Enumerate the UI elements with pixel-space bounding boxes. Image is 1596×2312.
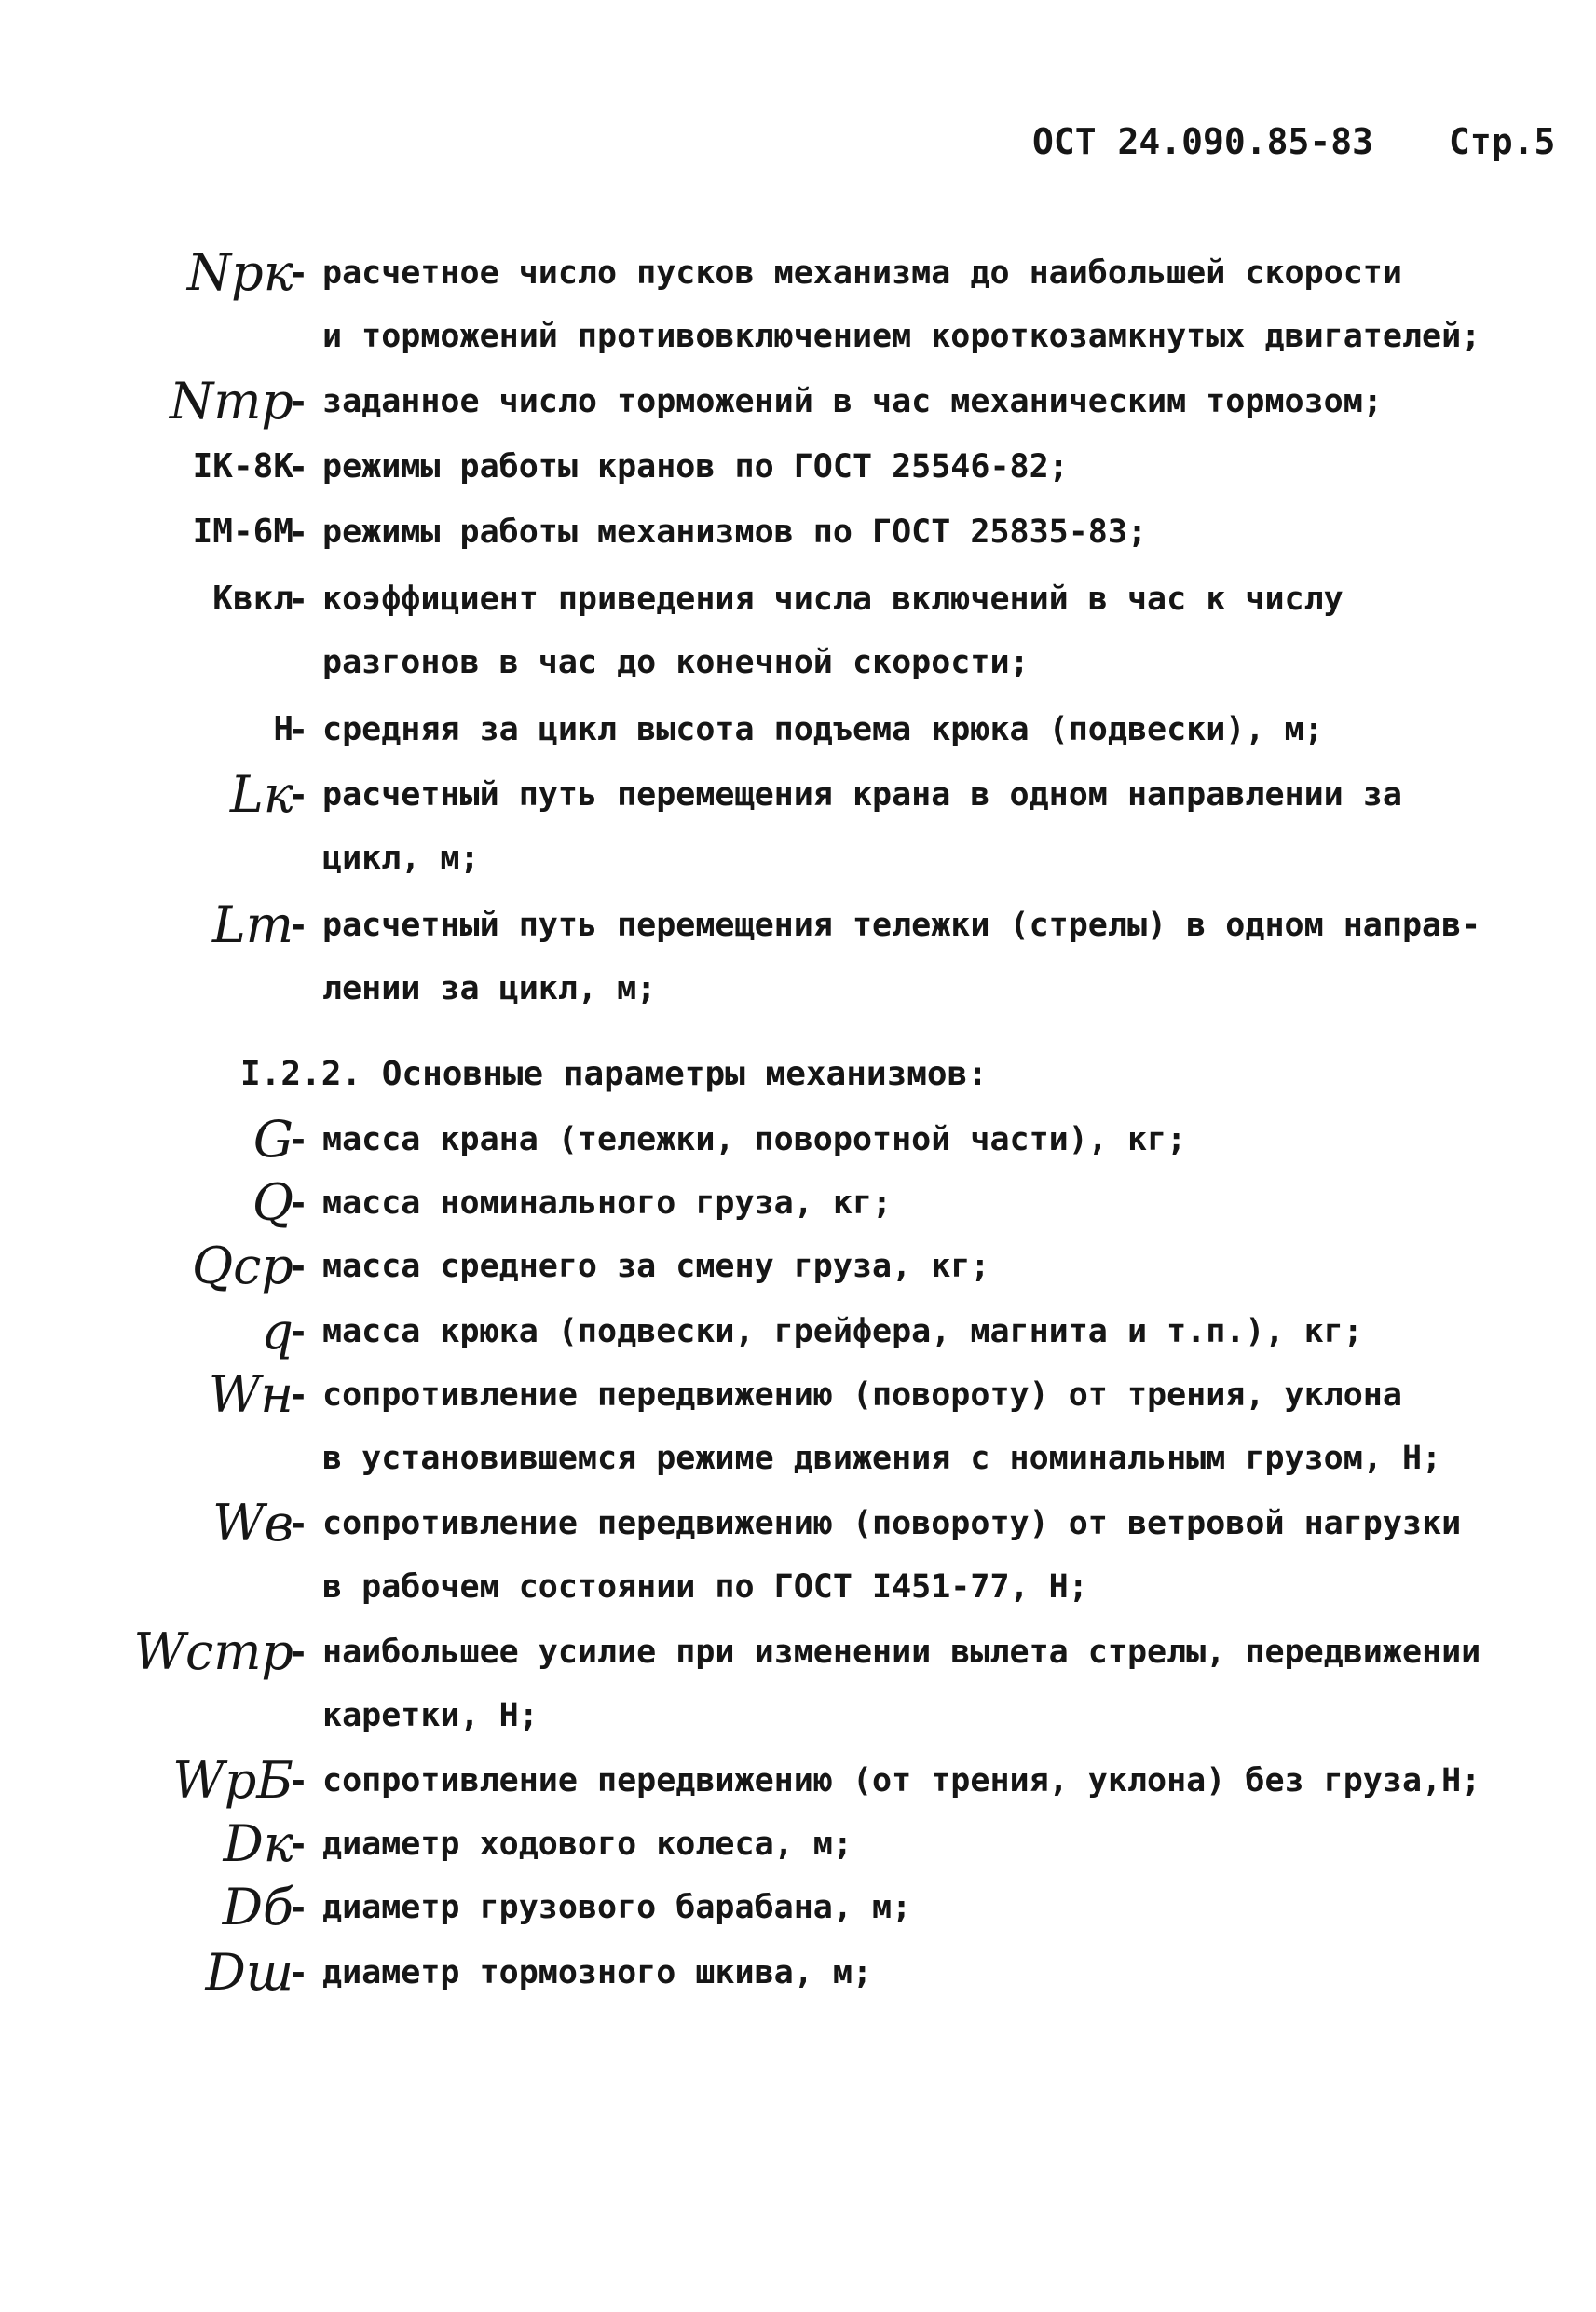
symbol: Q xyxy=(252,1173,293,1232)
dash: - xyxy=(287,1887,309,1928)
definition-row xyxy=(0,503,1596,561)
symbol: Н xyxy=(273,710,293,748)
definition-continuation xyxy=(0,1687,1596,1744)
symbol: Lк xyxy=(229,765,293,824)
page-header xyxy=(0,121,1596,177)
definition-row xyxy=(0,244,1596,302)
definition-row xyxy=(0,701,1596,759)
definition-row xyxy=(0,1623,1596,1681)
symbol: G xyxy=(252,1110,293,1169)
dash: - xyxy=(287,512,309,553)
dash: - xyxy=(287,709,309,750)
definition-text: расчетное число пусков механизма до наибольшей скорости xyxy=(322,254,1402,292)
symbol: IМ-6М xyxy=(192,513,293,551)
symbol: Qср xyxy=(191,1237,293,1295)
definition-text: заданное число торможений в час механическим тормозом; xyxy=(322,383,1383,420)
definition-text: диаметр грузового барабана, м; xyxy=(322,1889,912,1926)
definition-row xyxy=(0,438,1596,496)
definition-row xyxy=(0,1174,1596,1232)
definition-text: масса среднего за смену груза, кг; xyxy=(322,1248,990,1285)
dash: - xyxy=(287,1375,309,1416)
dash: - xyxy=(287,1952,309,1993)
symbol: Dк xyxy=(223,1814,293,1873)
dash: - xyxy=(287,446,309,487)
dash: - xyxy=(287,1632,309,1673)
symbol: q xyxy=(261,1302,293,1361)
definition-continuation xyxy=(0,634,1596,691)
definition-row xyxy=(0,1366,1596,1424)
symbol: Wстр xyxy=(133,1622,293,1681)
symbol: Квкл xyxy=(212,580,293,618)
definition-text: расчетный путь перемещения тележки (стрелы) в одном направ- xyxy=(322,907,1481,944)
definition-row xyxy=(0,1303,1596,1361)
definition-text: сопротивление передвижению (повороту) от ветровой нагрузки xyxy=(322,1505,1462,1542)
definition-row xyxy=(0,570,1596,628)
definition-continuation xyxy=(0,1430,1596,1487)
definition-row xyxy=(0,766,1596,824)
symbol: Nрк xyxy=(186,243,293,302)
symbol: WрБ xyxy=(172,1751,293,1810)
definition-text: в установившемся режиме движения с номинальным грузом, Н; xyxy=(322,1440,1442,1477)
definition-row xyxy=(0,373,1596,431)
definition-text: расчетный путь перемещения крана в одном направлении за xyxy=(322,776,1402,814)
definition-text: каретки, Н; xyxy=(322,1697,539,1734)
dash: - xyxy=(287,1503,309,1544)
definition-row xyxy=(0,1238,1596,1295)
definition-row xyxy=(0,1944,1596,2002)
symbol: Dб xyxy=(222,1878,293,1936)
dash: - xyxy=(287,905,309,946)
definition-text: средняя за цикл высота подъема крюка (подвески), м; xyxy=(322,711,1324,748)
dash: - xyxy=(287,1311,309,1352)
definition-text: лении за цикл, м; xyxy=(322,970,657,1007)
definition-continuation xyxy=(0,960,1596,1018)
dash: - xyxy=(287,1824,309,1865)
section-title: I.2.2. Основные параметры механизмов: xyxy=(240,1055,988,1093)
symbol: Nтр xyxy=(169,372,293,431)
dash: - xyxy=(287,253,309,294)
definition-row xyxy=(0,1111,1596,1169)
definition-continuation xyxy=(0,1558,1596,1616)
definition-row xyxy=(0,1879,1596,1936)
definition-text: масса крана (тележки, поворотной части), кг; xyxy=(322,1121,1187,1158)
dash: - xyxy=(287,1760,309,1801)
dash: - xyxy=(287,1183,309,1224)
dash: - xyxy=(287,1119,309,1160)
dash: - xyxy=(287,774,309,815)
definition-row xyxy=(0,1495,1596,1553)
symbol: IК-8К xyxy=(192,447,293,486)
definition-row xyxy=(0,1815,1596,1873)
definition-text: коэффициент приведения числа включений в час к числу xyxy=(322,581,1344,618)
definition-text: режимы работы механизмов по ГОСТ 25835-83; xyxy=(322,513,1148,551)
definition-text: в рабочем состоянии по ГОСТ I451-77, Н; xyxy=(322,1568,1088,1606)
definition-text: масса крюка (подвески, грейфера, магнита и т.п.), кг; xyxy=(322,1313,1363,1350)
definition-row xyxy=(0,896,1596,954)
definition-text: наибольшее усилие при изменении вылета стрелы, передвижении xyxy=(322,1634,1481,1671)
definition-text: режимы работы кранов по ГОСТ 25546-82; xyxy=(322,448,1069,486)
symbol: Wн xyxy=(208,1365,293,1424)
symbol: Dш xyxy=(205,1943,293,2002)
definition-text: диаметр тормозного шкива, м; xyxy=(322,1954,873,1991)
page-number: Стр.5 xyxy=(1449,121,1556,162)
definition-text: сопротивление передвижению (от трения, уклона) без груза,Н; xyxy=(322,1762,1481,1799)
symbol: Wв xyxy=(212,1494,293,1553)
definition-text: разгонов в час до конечной скорости; xyxy=(322,644,1030,681)
definition-text: масса номинального груза, кг; xyxy=(322,1184,893,1222)
definition-continuation xyxy=(0,829,1596,887)
definition-text: диаметр ходового колеса, м; xyxy=(322,1826,853,1863)
definition-continuation xyxy=(0,308,1596,365)
dash: - xyxy=(287,579,309,620)
document-number: ОСТ 24.090.85-83 xyxy=(1032,121,1374,162)
definition-row xyxy=(0,1752,1596,1810)
definition-text: и торможений противовключением короткозамкнутых двигателей; xyxy=(322,318,1481,355)
dash: - xyxy=(287,381,309,422)
definition-text: сопротивление передвижению (повороту) от трения, уклона xyxy=(322,1376,1402,1414)
dash: - xyxy=(287,1246,309,1287)
symbol: Lт xyxy=(211,896,293,954)
definition-text: цикл, м; xyxy=(322,840,480,877)
